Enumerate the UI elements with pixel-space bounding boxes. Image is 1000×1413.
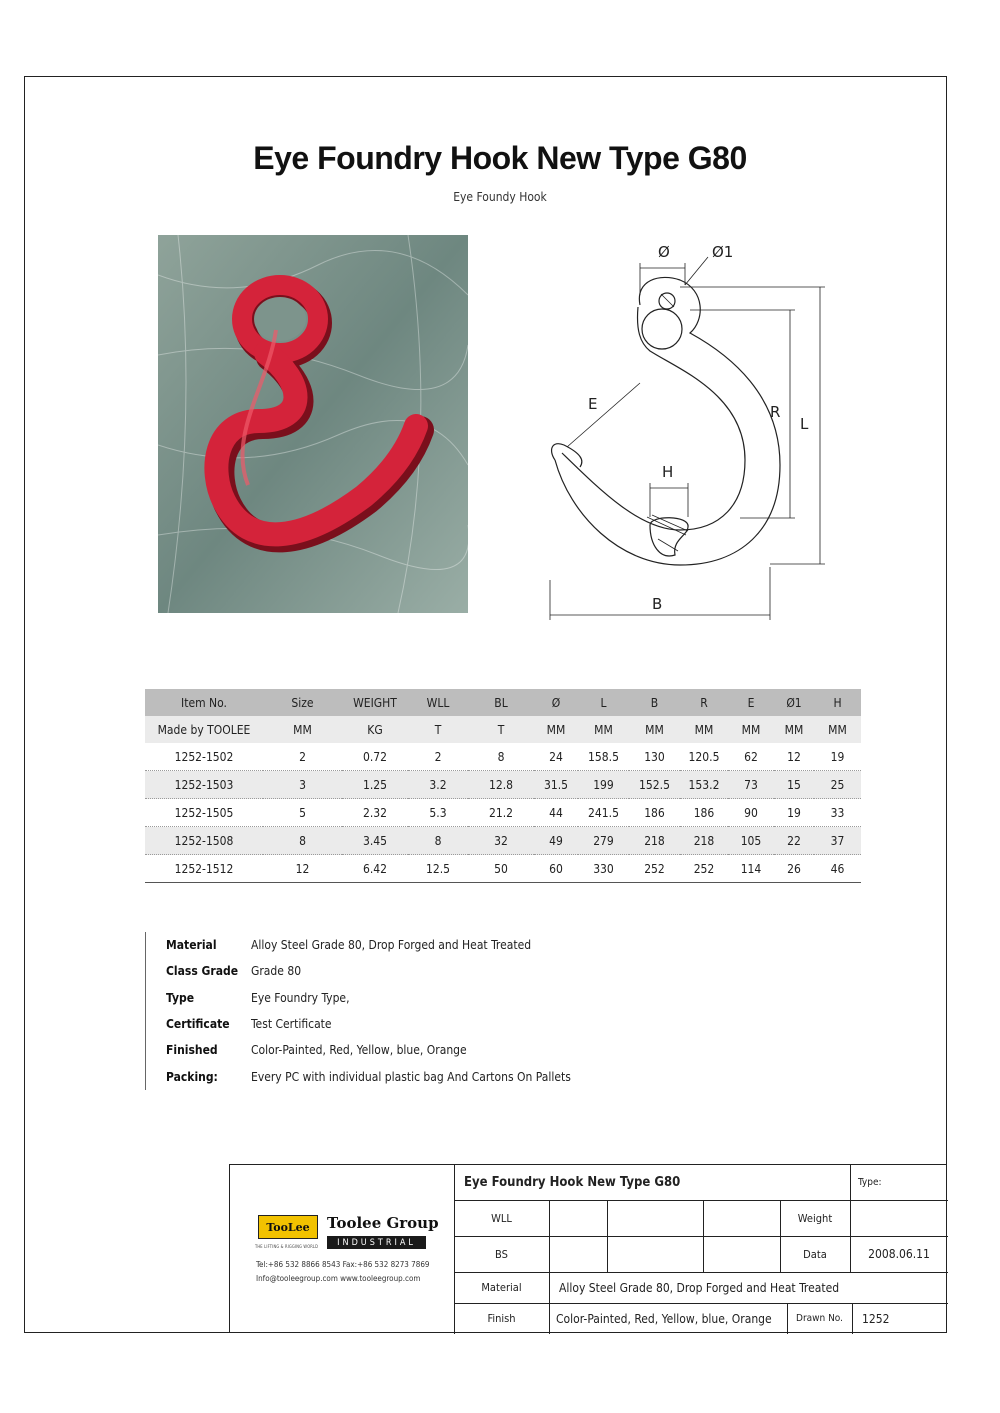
property-class-grade [166, 958, 571, 984]
cell-phi: 31.5 [543, 777, 569, 792]
col-header-item: Item No. [145, 689, 263, 716]
properties-list [145, 932, 571, 1090]
cell-e: 105 [740, 833, 762, 848]
cell-b: 130 [644, 749, 665, 764]
property-key: Class Grade [166, 964, 239, 979]
tb-finish-label: Finish [487, 1312, 516, 1325]
table-row [145, 827, 861, 855]
cell-phi1: 15 [787, 777, 801, 792]
property-certificate [166, 1011, 571, 1037]
property-value: Every PC with individual plastic bag And Cartons On Pallets [251, 1069, 571, 1084]
tb-drawn-value: 1252 [862, 1311, 890, 1326]
cell-item: 1252-1503 [174, 777, 234, 792]
cell-weight: 0.72 [362, 749, 388, 764]
cell-phi: 24 [549, 749, 563, 764]
cell-r: 153.2 [688, 777, 720, 792]
tb-weight-label: Weight [797, 1211, 833, 1225]
company-logo: TooLee [258, 1215, 318, 1239]
cell-item: 1252-1508 [174, 833, 234, 848]
cell-size: 8 [299, 833, 306, 848]
property-value: Grade 80 [251, 964, 302, 979]
cell-r: 186 [693, 805, 715, 820]
cell-phi1: 26 [787, 861, 801, 876]
cell-wll: 2 [434, 749, 442, 764]
property-material [166, 932, 571, 958]
col-header-l: L [578, 689, 629, 716]
cell-weight: 1.25 [362, 777, 388, 792]
company-division: INDUSTRIAL [327, 1236, 426, 1249]
unit-e: MM [728, 716, 774, 743]
cell-b: 252 [644, 861, 665, 876]
cell-r: 120.5 [688, 749, 720, 764]
cell-b: 218 [644, 833, 665, 848]
cell-bl: 32 [494, 833, 508, 848]
cell-h: 33 [830, 805, 845, 820]
unit-phi1: MM [774, 716, 814, 743]
cell-size: 5 [299, 805, 306, 820]
cell-h: 46 [830, 861, 845, 876]
cell-weight: 6.42 [362, 861, 388, 876]
cell-weight: 3.45 [362, 833, 388, 848]
cell-r: 218 [693, 833, 715, 848]
dim-label-phi1: Ø1 [712, 243, 734, 261]
unit-h: MM [814, 716, 861, 743]
cell-bl: 21.2 [488, 805, 514, 820]
cell-wll: 5.3 [429, 805, 447, 820]
cell-size: 2 [299, 749, 306, 764]
property-value: Test Certificate [251, 1017, 332, 1032]
col-header-weight: WEIGHT [342, 689, 408, 716]
tb-bs-label: BS [495, 1247, 508, 1261]
cell-phi1: 19 [787, 805, 801, 820]
unit-item: Made by TOOLEE [145, 716, 263, 743]
contact-web: Info@tooleegroup.com www.tooleegroup.com [256, 1274, 421, 1283]
property-key: Certificate [166, 1017, 230, 1032]
dim-label-e: E [588, 395, 598, 413]
col-header-wll: WLL [408, 689, 468, 716]
cell-h: 37 [830, 833, 845, 848]
cell-phi: 49 [549, 833, 563, 848]
technical-drawing [540, 235, 840, 625]
col-header-r: R [680, 689, 728, 716]
cell-l: 199 [593, 777, 614, 792]
page-subtitle: Eye Foundy Hook [453, 190, 547, 204]
product-photo [158, 235, 468, 613]
property-key: Type [166, 990, 195, 1005]
property-key: Finished [166, 1043, 218, 1058]
cell-phi1: 22 [787, 833, 801, 848]
cell-phi1: 12 [787, 749, 801, 764]
dim-label-b: B [652, 595, 663, 613]
cell-e: 62 [744, 749, 758, 764]
table-header-row [145, 689, 861, 716]
cell-r: 252 [693, 861, 715, 876]
unit-wll: T [408, 716, 468, 743]
tb-wll-label: WLL [491, 1211, 512, 1225]
logo-tagline: THE LIFTING & RIGGING WORLD [255, 1244, 319, 1249]
company-name: Toolee Group [327, 1214, 439, 1232]
cell-e: 114 [740, 861, 762, 876]
tb-type-label: Type: [858, 1177, 882, 1188]
col-header-h: H [814, 689, 861, 716]
property-packing [166, 1063, 571, 1089]
col-header-b: B [629, 689, 680, 716]
cell-phi: 60 [549, 861, 563, 876]
property-finished [166, 1037, 571, 1063]
cell-weight: 2.32 [362, 805, 388, 820]
cell-l: 330 [593, 861, 614, 876]
cell-h: 25 [830, 777, 845, 792]
tb-material-label: Material [481, 1281, 522, 1294]
cell-item: 1252-1502 [174, 749, 234, 764]
cell-bl: 8 [497, 749, 505, 764]
cell-wll: 12.5 [425, 861, 451, 876]
cell-item: 1252-1512 [174, 861, 234, 876]
unit-b: MM [629, 716, 680, 743]
cell-phi: 44 [549, 805, 563, 820]
cell-l: 241.5 [588, 805, 619, 820]
dim-label-r: R [770, 403, 781, 421]
col-header-e: E [728, 689, 774, 716]
contact-phone: Tel:+86 532 8866 8543 Fax:+86 532 8273 7869 [256, 1260, 430, 1269]
cell-bl: 50 [494, 861, 508, 876]
spec-table [145, 689, 861, 883]
cell-wll: 3.2 [429, 777, 447, 792]
cell-l: 158.5 [588, 749, 619, 764]
tb-product-name: Eye Foundry Hook New Type G80 [464, 1175, 681, 1190]
property-value: Eye Foundry Type, [251, 990, 350, 1005]
cell-size: 12 [295, 861, 310, 876]
unit-size: MM [263, 716, 342, 743]
table-row [145, 743, 861, 771]
page-title: Eye Foundry Hook New Type G80 [253, 140, 747, 176]
cell-b: 152.5 [639, 777, 670, 792]
cell-bl: 12.8 [488, 777, 514, 792]
property-key: Material [166, 938, 217, 953]
tb-data-value: 2008.06.11 [868, 1247, 930, 1261]
dim-label-l: L [800, 415, 809, 433]
cell-e: 90 [744, 805, 758, 820]
col-header-phi: Ø [534, 689, 578, 716]
table-row [145, 799, 861, 827]
unit-l: MM [578, 716, 629, 743]
unit-bl: T [468, 716, 534, 743]
property-value: Color-Painted, Red, Yellow, blue, Orange [251, 1043, 467, 1058]
col-header-bl: BL [468, 689, 534, 716]
property-value: Alloy Steel Grade 80, Drop Forged and Heat Treated [251, 938, 532, 953]
col-header-phi1: Ø1 [774, 689, 814, 716]
cell-item: 1252-1505 [174, 805, 234, 820]
tb-material-value: Alloy Steel Grade 80, Drop Forged and Heat Treated [559, 1280, 840, 1295]
property-type [166, 985, 571, 1011]
property-key: Packing: [166, 1069, 218, 1084]
col-header-size: Size [263, 689, 342, 716]
cell-h: 19 [830, 749, 845, 764]
cell-l: 279 [593, 833, 614, 848]
table-row [145, 855, 861, 883]
dim-label-h: H [662, 463, 674, 481]
dim-label-phi: Ø [658, 243, 670, 261]
cell-wll: 8 [434, 833, 442, 848]
tb-finish-value: Color-Painted, Red, Yellow, blue, Orange [556, 1311, 772, 1326]
table-row [145, 771, 861, 799]
tb-drawn-label: Drawn No. [796, 1313, 843, 1324]
cell-e: 73 [744, 777, 758, 792]
unit-weight: KG [342, 716, 408, 743]
cell-b: 186 [644, 805, 665, 820]
table-units-row [145, 716, 861, 743]
tb-data-label: Data [803, 1247, 827, 1261]
cell-size: 3 [299, 777, 306, 792]
unit-r: MM [680, 716, 728, 743]
unit-phi: MM [534, 716, 578, 743]
